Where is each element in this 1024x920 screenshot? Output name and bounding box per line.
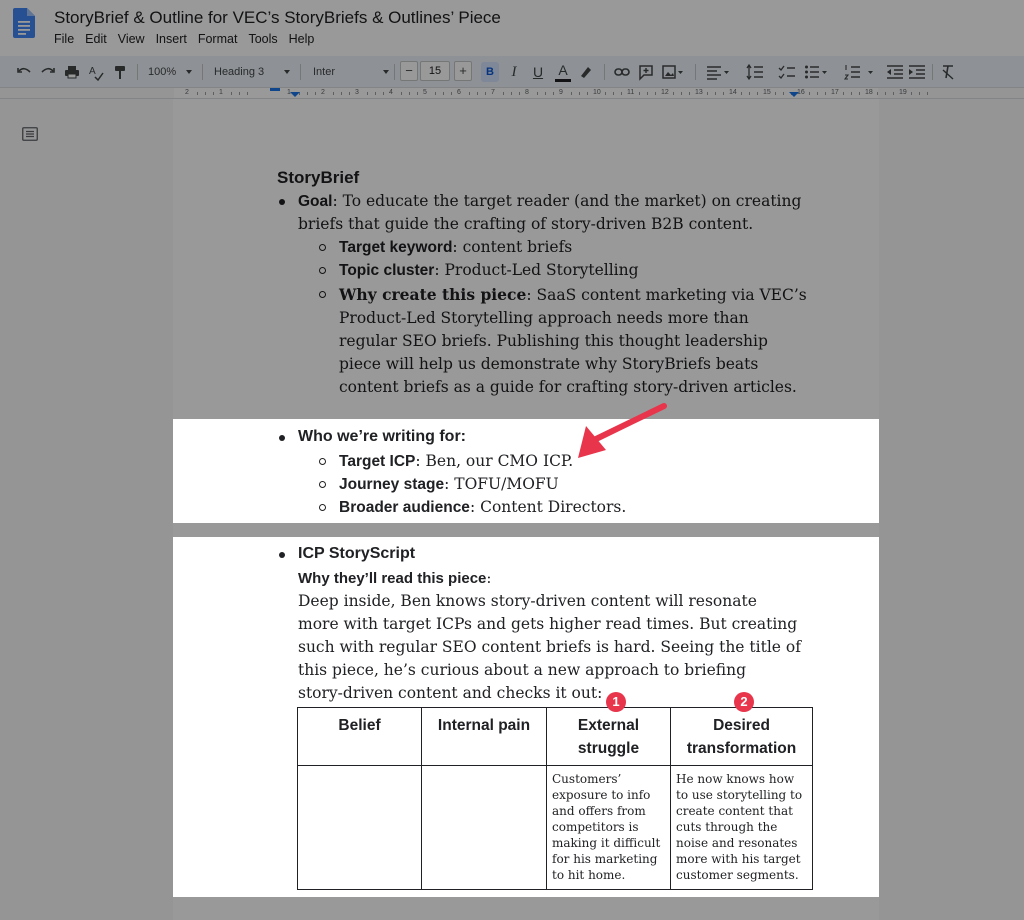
ruler-tick	[919, 92, 920, 95]
zoom-value: 100%	[148, 66, 177, 78]
ruler-tick	[231, 92, 232, 95]
chevron-down-icon	[284, 70, 290, 74]
text-color-button[interactable]: A	[555, 60, 571, 82]
ruler-tick	[605, 92, 606, 95]
ruler-number: 11	[627, 89, 635, 96]
ruler-tick	[545, 92, 546, 95]
sub-bullet-icon	[319, 291, 326, 298]
journey-stage-text: : TOFU/MOFU	[444, 475, 559, 493]
why-read-label: Why they’ll read this piece	[298, 570, 487, 587]
first-line-indent-icon[interactable]	[268, 88, 282, 98]
ruler-tick	[307, 92, 308, 95]
ruler-tick	[205, 92, 206, 95]
ruler-tick	[239, 92, 240, 95]
left-indent-icon[interactable]	[288, 90, 302, 98]
ruler-tick	[315, 92, 316, 95]
table-cell-external-struggle[interactable]: Customers’ exposure to info and offers from competitors is making it difficult for his marketing to hit home.	[547, 766, 671, 890]
icp-paragraph-line-2: more with target ICPs and gets higher read times. But creating	[298, 615, 798, 633]
ruler-tick	[613, 92, 614, 95]
print-icon[interactable]	[64, 62, 80, 82]
menu-edit[interactable]: Edit	[85, 32, 107, 46]
broader-audience-label: Broader audience	[339, 499, 470, 516]
icp-paragraph[interactable]	[298, 590, 801, 705]
table-row	[298, 766, 813, 890]
ruler-tick	[825, 92, 826, 95]
document-title[interactable]: StoryBrief & Outline for VEC’s StoryBriefs & Outlines’ Piece	[54, 8, 501, 27]
sub-bullet-icon	[319, 481, 326, 488]
bulleted-list-icon[interactable]	[804, 62, 830, 82]
sub-bullet-icon	[319, 267, 326, 274]
spellcheck-icon[interactable]	[88, 62, 104, 82]
annotation-badge-1: 1	[606, 692, 626, 712]
ruler-number: 1	[287, 89, 291, 96]
ruler-tick	[655, 92, 656, 95]
zoom-dropdown[interactable]	[148, 62, 192, 82]
why-create-text-3: regular SEO briefs. Publishing this thought leadership	[339, 332, 768, 350]
why-create-label: Why create this piece	[339, 285, 527, 304]
topic-cluster-item[interactable]	[339, 259, 639, 282]
chevron-down-icon	[186, 70, 192, 74]
font-size-input[interactable]: 15	[420, 61, 450, 81]
ruler-number: 10	[593, 89, 601, 96]
menu-help[interactable]: Help	[288, 32, 315, 46]
icp-storyscript-heading[interactable]: ICP StoryScript	[298, 545, 416, 562]
ruler-number: 15	[763, 89, 771, 96]
target-keyword-item[interactable]	[339, 236, 572, 259]
target-icp-text: : Ben, our CMO ICP.	[415, 452, 574, 470]
paint-format-icon[interactable]	[112, 62, 128, 82]
ruler-tick	[639, 92, 640, 95]
ruler-number: 2	[321, 89, 325, 96]
sub-bullet-icon	[319, 504, 326, 511]
style-dropdown[interactable]	[214, 62, 290, 82]
topic-cluster-label: Topic cluster	[339, 262, 435, 279]
font-value: Inter	[313, 66, 336, 78]
ruler-tick	[451, 92, 452, 95]
topic-cluster-text: : Product-Led Storytelling	[434, 261, 639, 279]
goal-line-2[interactable]: briefs that guide the crafting of story-driven B2B content.	[298, 215, 754, 233]
highlight-who-section	[173, 419, 879, 523]
ruler-tick	[741, 92, 742, 95]
annotation-arrow-icon	[560, 400, 670, 462]
who-heading[interactable]: Who we’re writing for:	[298, 428, 466, 445]
ruler-tick	[715, 92, 716, 95]
decrease-font-size-button[interactable]: −	[400, 61, 418, 81]
table-cell-belief[interactable]	[298, 766, 422, 890]
comment-icon[interactable]	[638, 62, 654, 82]
why-create-text-2: Product-Led Storytelling approach needs more than	[339, 309, 749, 327]
ruler-tick	[333, 92, 334, 95]
ruler-tick	[783, 92, 784, 95]
storyscript-table[interactable]	[297, 707, 813, 890]
numbered-list-icon[interactable]	[844, 62, 878, 82]
ruler-tick	[681, 92, 682, 95]
menu-insert[interactable]: Insert	[155, 32, 187, 46]
icp-paragraph-line-4: this piece, he’s curious about a new approach to briefing	[298, 661, 747, 679]
ruler-number: 8	[525, 89, 529, 96]
align-left-icon[interactable]	[706, 62, 732, 82]
undo-icon[interactable]	[16, 62, 32, 82]
link-icon[interactable]	[614, 62, 630, 82]
goal-label: Goal	[298, 193, 333, 210]
ruler-tick	[927, 92, 928, 95]
ruler-tick	[375, 92, 376, 95]
target-icp-item[interactable]	[339, 450, 573, 473]
ruler-number: 7	[491, 89, 495, 96]
ruler-number: 2	[185, 89, 189, 96]
ruler-tick	[349, 92, 350, 95]
ruler-tick	[843, 92, 844, 95]
bullet-icon	[279, 199, 285, 205]
storybrief-heading[interactable]: StoryBrief	[277, 168, 360, 187]
ruler-tick	[707, 92, 708, 95]
document-outline-icon[interactable]	[22, 127, 38, 141]
menu-view[interactable]: View	[117, 32, 145, 46]
ruler-number: 18	[865, 89, 873, 96]
increase-font-size-button[interactable]: +	[454, 61, 472, 81]
ruler-tick	[587, 92, 588, 95]
ruler-tick	[443, 92, 444, 95]
journey-stage-item[interactable]	[339, 473, 559, 496]
ruler-number: 19	[899, 89, 907, 96]
ruler-number: 12	[661, 89, 669, 96]
table-cell-internal-pain[interactable]	[422, 766, 547, 890]
ruler-tick	[519, 92, 520, 95]
menu-format[interactable]: Format	[197, 32, 238, 46]
ruler-number: 16	[797, 89, 805, 96]
line-spacing-icon[interactable]	[746, 62, 764, 82]
clear-formatting-icon[interactable]	[940, 62, 956, 82]
why-create-text-1: : SaaS content marketing via VEC’s	[526, 286, 807, 304]
ruler-number: 6	[457, 89, 461, 96]
ruler-tick	[401, 92, 402, 95]
ruler-number: 17	[831, 89, 839, 96]
ruler-tick	[417, 92, 418, 95]
ruler-tick	[409, 92, 410, 95]
svg-text:A: A	[89, 66, 96, 77]
ruler-tick	[213, 92, 214, 95]
ruler-tick	[647, 92, 648, 95]
chevron-down-icon	[383, 70, 389, 74]
menu-file[interactable]: File	[54, 32, 75, 46]
why-read-line[interactable]	[298, 567, 491, 590]
ruler-number: 5	[423, 89, 427, 96]
annotation-badge-2: 2	[734, 692, 754, 712]
highlighter-icon[interactable]	[578, 62, 594, 82]
ruler-tick	[749, 92, 750, 95]
ruler-tick	[383, 92, 384, 95]
ruler-tick	[723, 92, 724, 95]
underline-button[interactable]: U	[532, 64, 544, 80]
ruler-tick	[571, 92, 572, 95]
target-keyword-label: Target keyword	[339, 239, 453, 256]
google-docs-icon[interactable]	[13, 8, 35, 38]
ruler-tick	[757, 92, 758, 95]
goal-text-1: : To educate the target reader (and the market) on creating	[332, 192, 802, 210]
broader-audience-item[interactable]	[339, 496, 626, 519]
ruler-tick	[885, 92, 886, 95]
bold-button[interactable]: B	[481, 62, 499, 82]
ruler-tick	[341, 92, 342, 95]
ruler-tick	[809, 92, 810, 95]
menu-bar	[54, 32, 325, 46]
ruler-tick	[537, 92, 538, 95]
ruler-tick	[469, 92, 470, 95]
ruler-tick	[553, 92, 554, 95]
ruler-tick	[817, 92, 818, 95]
table-header-desired-transformation[interactable]: Desired transformation	[671, 708, 813, 766]
ruler-tick	[511, 92, 512, 95]
ruler-tick	[485, 92, 486, 95]
ruler-tick	[435, 92, 436, 95]
ruler-tick	[503, 92, 504, 95]
table-cell-desired-transformation[interactable]: He now knows how to use storytelling to create content that cuts through the noise and resonates more with his target customer segments.	[671, 766, 813, 890]
ruler-tick	[367, 92, 368, 95]
ruler-tick	[197, 92, 198, 95]
ruler-tick	[859, 92, 860, 95]
table-header-external-struggle[interactable]: External struggle	[547, 708, 671, 766]
sub-bullet-icon	[319, 458, 326, 465]
ruler-tick	[911, 92, 912, 95]
why-create-text-4: piece will help us demonstrate why StoryBriefs beats	[339, 355, 759, 373]
decrease-indent-icon[interactable]	[886, 62, 904, 82]
highlight-icp-section	[173, 537, 879, 897]
icp-paragraph-line-3: such with regular SEO content briefs is hard. Seeing the title of	[298, 638, 801, 656]
increase-indent-icon[interactable]	[908, 62, 926, 82]
ruler-tick	[851, 92, 852, 95]
ruler-tick	[893, 92, 894, 95]
table-header-row	[298, 708, 813, 766]
italic-button[interactable]: I	[511, 64, 517, 80]
bullet-icon	[279, 435, 285, 441]
sub-bullet-icon	[319, 244, 326, 251]
ruler-number: 3	[355, 89, 359, 96]
table-header-belief[interactable]: Belief	[298, 708, 422, 766]
checklist-icon[interactable]	[778, 62, 796, 82]
table-header-internal-pain[interactable]: Internal pain	[422, 708, 547, 766]
broader-audience-text: : Content Directors.	[469, 498, 627, 516]
ruler-tick	[477, 92, 478, 95]
why-read-colon: :	[486, 569, 492, 587]
target-icp-label: Target ICP	[339, 453, 416, 470]
ruler-tick	[775, 92, 776, 95]
ruler-tick	[689, 92, 690, 95]
goal-line-1[interactable]	[298, 190, 801, 213]
icp-paragraph-line-5: story-driven content and checks it out:	[298, 684, 603, 702]
right-indent-icon[interactable]	[787, 90, 801, 98]
ruler-number: 14	[729, 89, 737, 96]
icp-paragraph-line-1: Deep inside, Ben knows story-driven content will resonate	[298, 592, 757, 610]
why-create-text-5: content briefs as a guide for crafting story-driven articles.	[339, 378, 797, 396]
bullet-icon	[279, 552, 285, 558]
ruler-tick	[673, 92, 674, 95]
ruler-number: 1	[219, 89, 223, 96]
ruler-number: 4	[389, 89, 393, 96]
style-value: Heading 3	[214, 66, 265, 78]
title-bar	[0, 0, 1024, 56]
ruler-number: 9	[559, 89, 563, 96]
target-keyword-text: : content briefs	[452, 238, 573, 256]
menu-tools[interactable]: Tools	[248, 32, 278, 46]
journey-stage-label: Journey stage	[339, 476, 445, 493]
redo-icon[interactable]	[40, 62, 56, 82]
why-create-item[interactable]	[339, 283, 807, 399]
font-dropdown[interactable]	[313, 62, 389, 82]
ruler-tick	[621, 92, 622, 95]
ruler-number: 13	[695, 89, 703, 96]
ruler-tick	[579, 92, 580, 95]
ruler-tick	[877, 92, 878, 95]
insert-image-icon[interactable]	[662, 62, 684, 82]
ruler[interactable]	[0, 88, 1024, 99]
ruler-tick	[247, 92, 248, 95]
